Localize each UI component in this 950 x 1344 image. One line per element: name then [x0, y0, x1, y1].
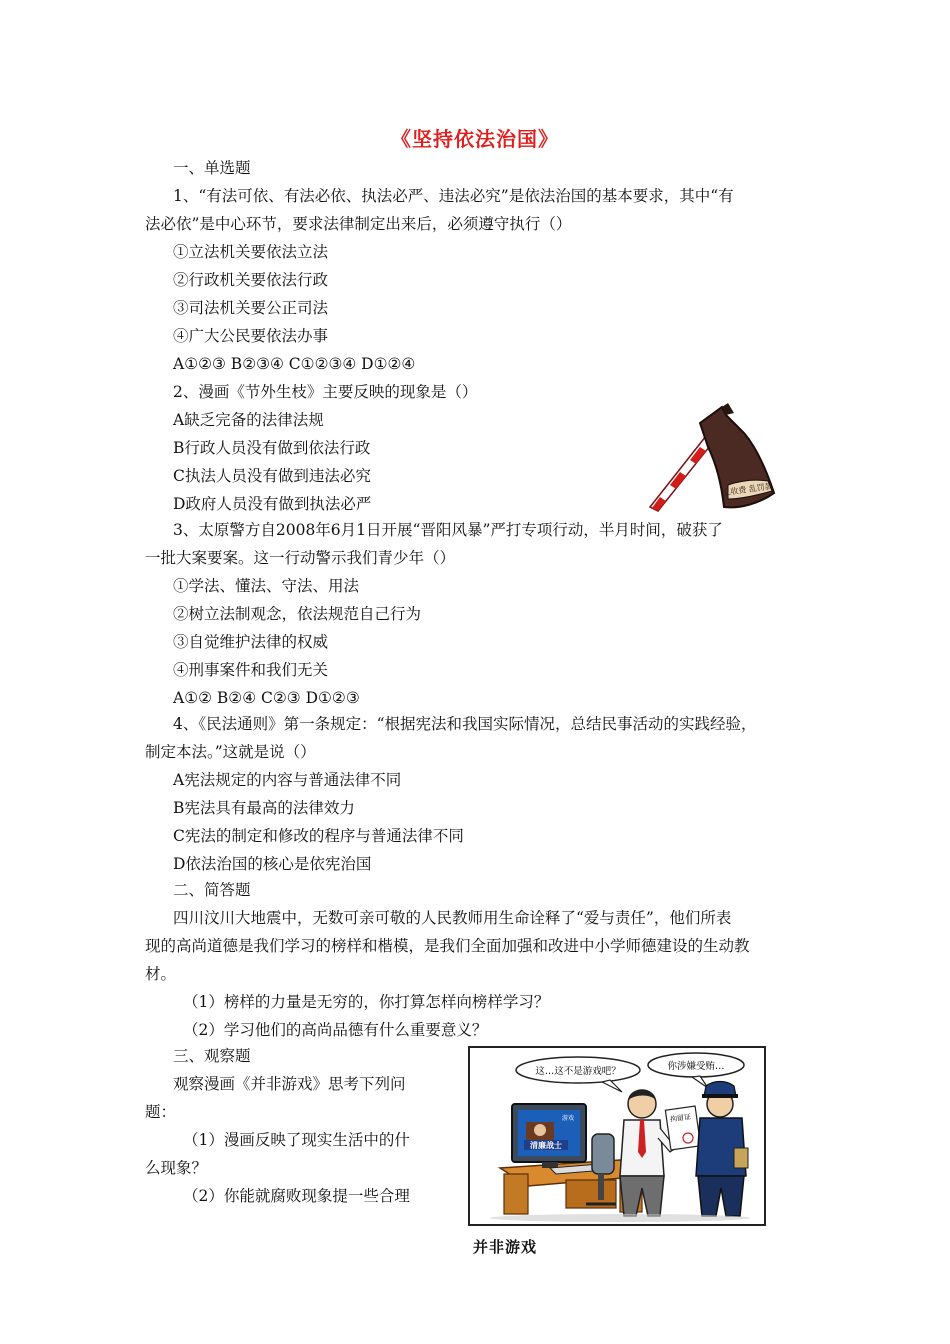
essay-para-line1: 四川汶川大地震中，无数可亲可敬的人民教师用生命诠释了“爱与责任”，他们所表	[173, 909, 732, 927]
q2-option-c: C执法人员没有做到违法必究	[173, 467, 371, 485]
q3-item-2: ②树立法制观念，依法规范自己行为	[173, 605, 422, 623]
speech-bubble-2	[648, 1053, 744, 1088]
cartoon-caption: 并非游戏	[473, 1238, 538, 1256]
observe-q2: （2）你能就腐败现象提一些合理	[183, 1187, 410, 1205]
q1-stem-line1: 1、“有法可依、有法必依、执法必严、违法必究”是依法治国的基本要求，其中“有	[173, 187, 734, 205]
detention-warrant	[665, 1106, 700, 1150]
q4-option-d: D依法治国的核心是依宪治国	[173, 855, 372, 873]
q1-item-1: ①立法机关要依法立法	[173, 243, 329, 261]
warrant-text: 拘留证	[669, 1112, 692, 1124]
section-heading-short-answer: 二、简答题	[173, 881, 251, 899]
screen-game-title: 清廉战士	[530, 1141, 562, 1150]
q3-item-4: ④刑事案件和我们无关	[173, 661, 329, 679]
q1-options: A①②③ B②③④ C①②③④ D①②④	[173, 355, 416, 373]
q4-stem-line2: 制定本法。”这就是说（）	[145, 743, 316, 761]
q4-stem-line1: 4、《民法通则》第一条规定：“根据宪法和我国实际情况，总结民事活动的实践经验，	[173, 715, 757, 733]
q2-option-d: D政府人员没有做到执法必严	[173, 495, 372, 513]
q3-stem-line1: 3、太原警方自2008年6月1日开展“晋阳风暴”严打专项行动，半月时间，破获了	[173, 521, 723, 539]
observe-line2: 题：	[145, 1103, 177, 1121]
cartoon-not-a-game	[468, 1046, 766, 1226]
q3-stem-line2: 一批大案要案。这一行动警示我们青少年（）	[145, 549, 456, 567]
q3-item-1: ①学法、懂法、守法、用法	[173, 577, 360, 595]
observe-q1-line1: （1）漫画反映了现实生活中的什	[183, 1131, 410, 1149]
essay-para-line2: 现的高尚道德是我们学习的榜样和楷模，是我们全面加强和改进中小学师德建设的生动教	[145, 937, 750, 955]
q3-item-3: ③自觉维护法律的权威	[173, 633, 329, 651]
bubble-1-text: 这…这不是游戏吧？	[535, 1066, 621, 1077]
axe-barrier-cartoon	[648, 403, 778, 515]
q1-stem-line2: 法必依”是中心环节，要求法律制定出来后，必须遵守执行（）	[145, 215, 572, 233]
essay-question-2: （2）学习他们的高尚品德有什么重要意义？	[183, 1021, 488, 1039]
essay-para-line3: 材。	[145, 965, 177, 983]
official-figure	[620, 1090, 676, 1217]
q3-options: A①② B②④ C②③ D①②③	[173, 689, 360, 707]
q1-item-2: ②行政机关要依法行政	[173, 271, 329, 289]
q4-option-b: B宪法具有最高的法律效力	[173, 799, 355, 817]
q4-option-c: C宪法的制定和修改的程序与普通法律不同	[173, 827, 464, 845]
ground-shadow	[490, 1214, 750, 1222]
screen-game-tag: 游戏	[561, 1115, 574, 1122]
section-heading-observation: 三、观察题	[173, 1047, 251, 1065]
axe-head	[700, 403, 774, 507]
q2-option-b: B行政人员没有做到依法行政	[173, 439, 371, 457]
q1-item-4: ④广大公民要依法办事	[173, 327, 329, 345]
barrier-pole	[650, 436, 714, 511]
bubble-2-text: 你涉嫌受贿…	[667, 1061, 725, 1072]
q1-item-3: ③司法机关要公正司法	[173, 299, 329, 317]
q2-option-a: A缺乏完备的法律法规	[173, 411, 324, 429]
document-title: 《坚持依法治国》	[391, 127, 559, 151]
police-officer-figure	[696, 1082, 748, 1217]
q2-stem: 2、漫画《节外生枝》主要反映的现象是（）	[173, 383, 478, 401]
q4-option-a: A宪法规定的内容与普通法律不同	[173, 771, 402, 789]
section-heading-single-choice: 一、单选题	[173, 159, 251, 177]
essay-question-1: （1）榜样的力量是无穷的，你打算怎样向榜样学习？	[183, 993, 550, 1011]
observe-line1: 观察漫画《并非游戏》思考下列问	[173, 1075, 406, 1093]
axe-label: 乱收费 乱罚款	[721, 481, 774, 498]
observe-q1-line2: 么现象？	[145, 1159, 208, 1177]
speech-bubble-1	[516, 1057, 640, 1092]
cartoon-drawing	[470, 1048, 764, 1224]
